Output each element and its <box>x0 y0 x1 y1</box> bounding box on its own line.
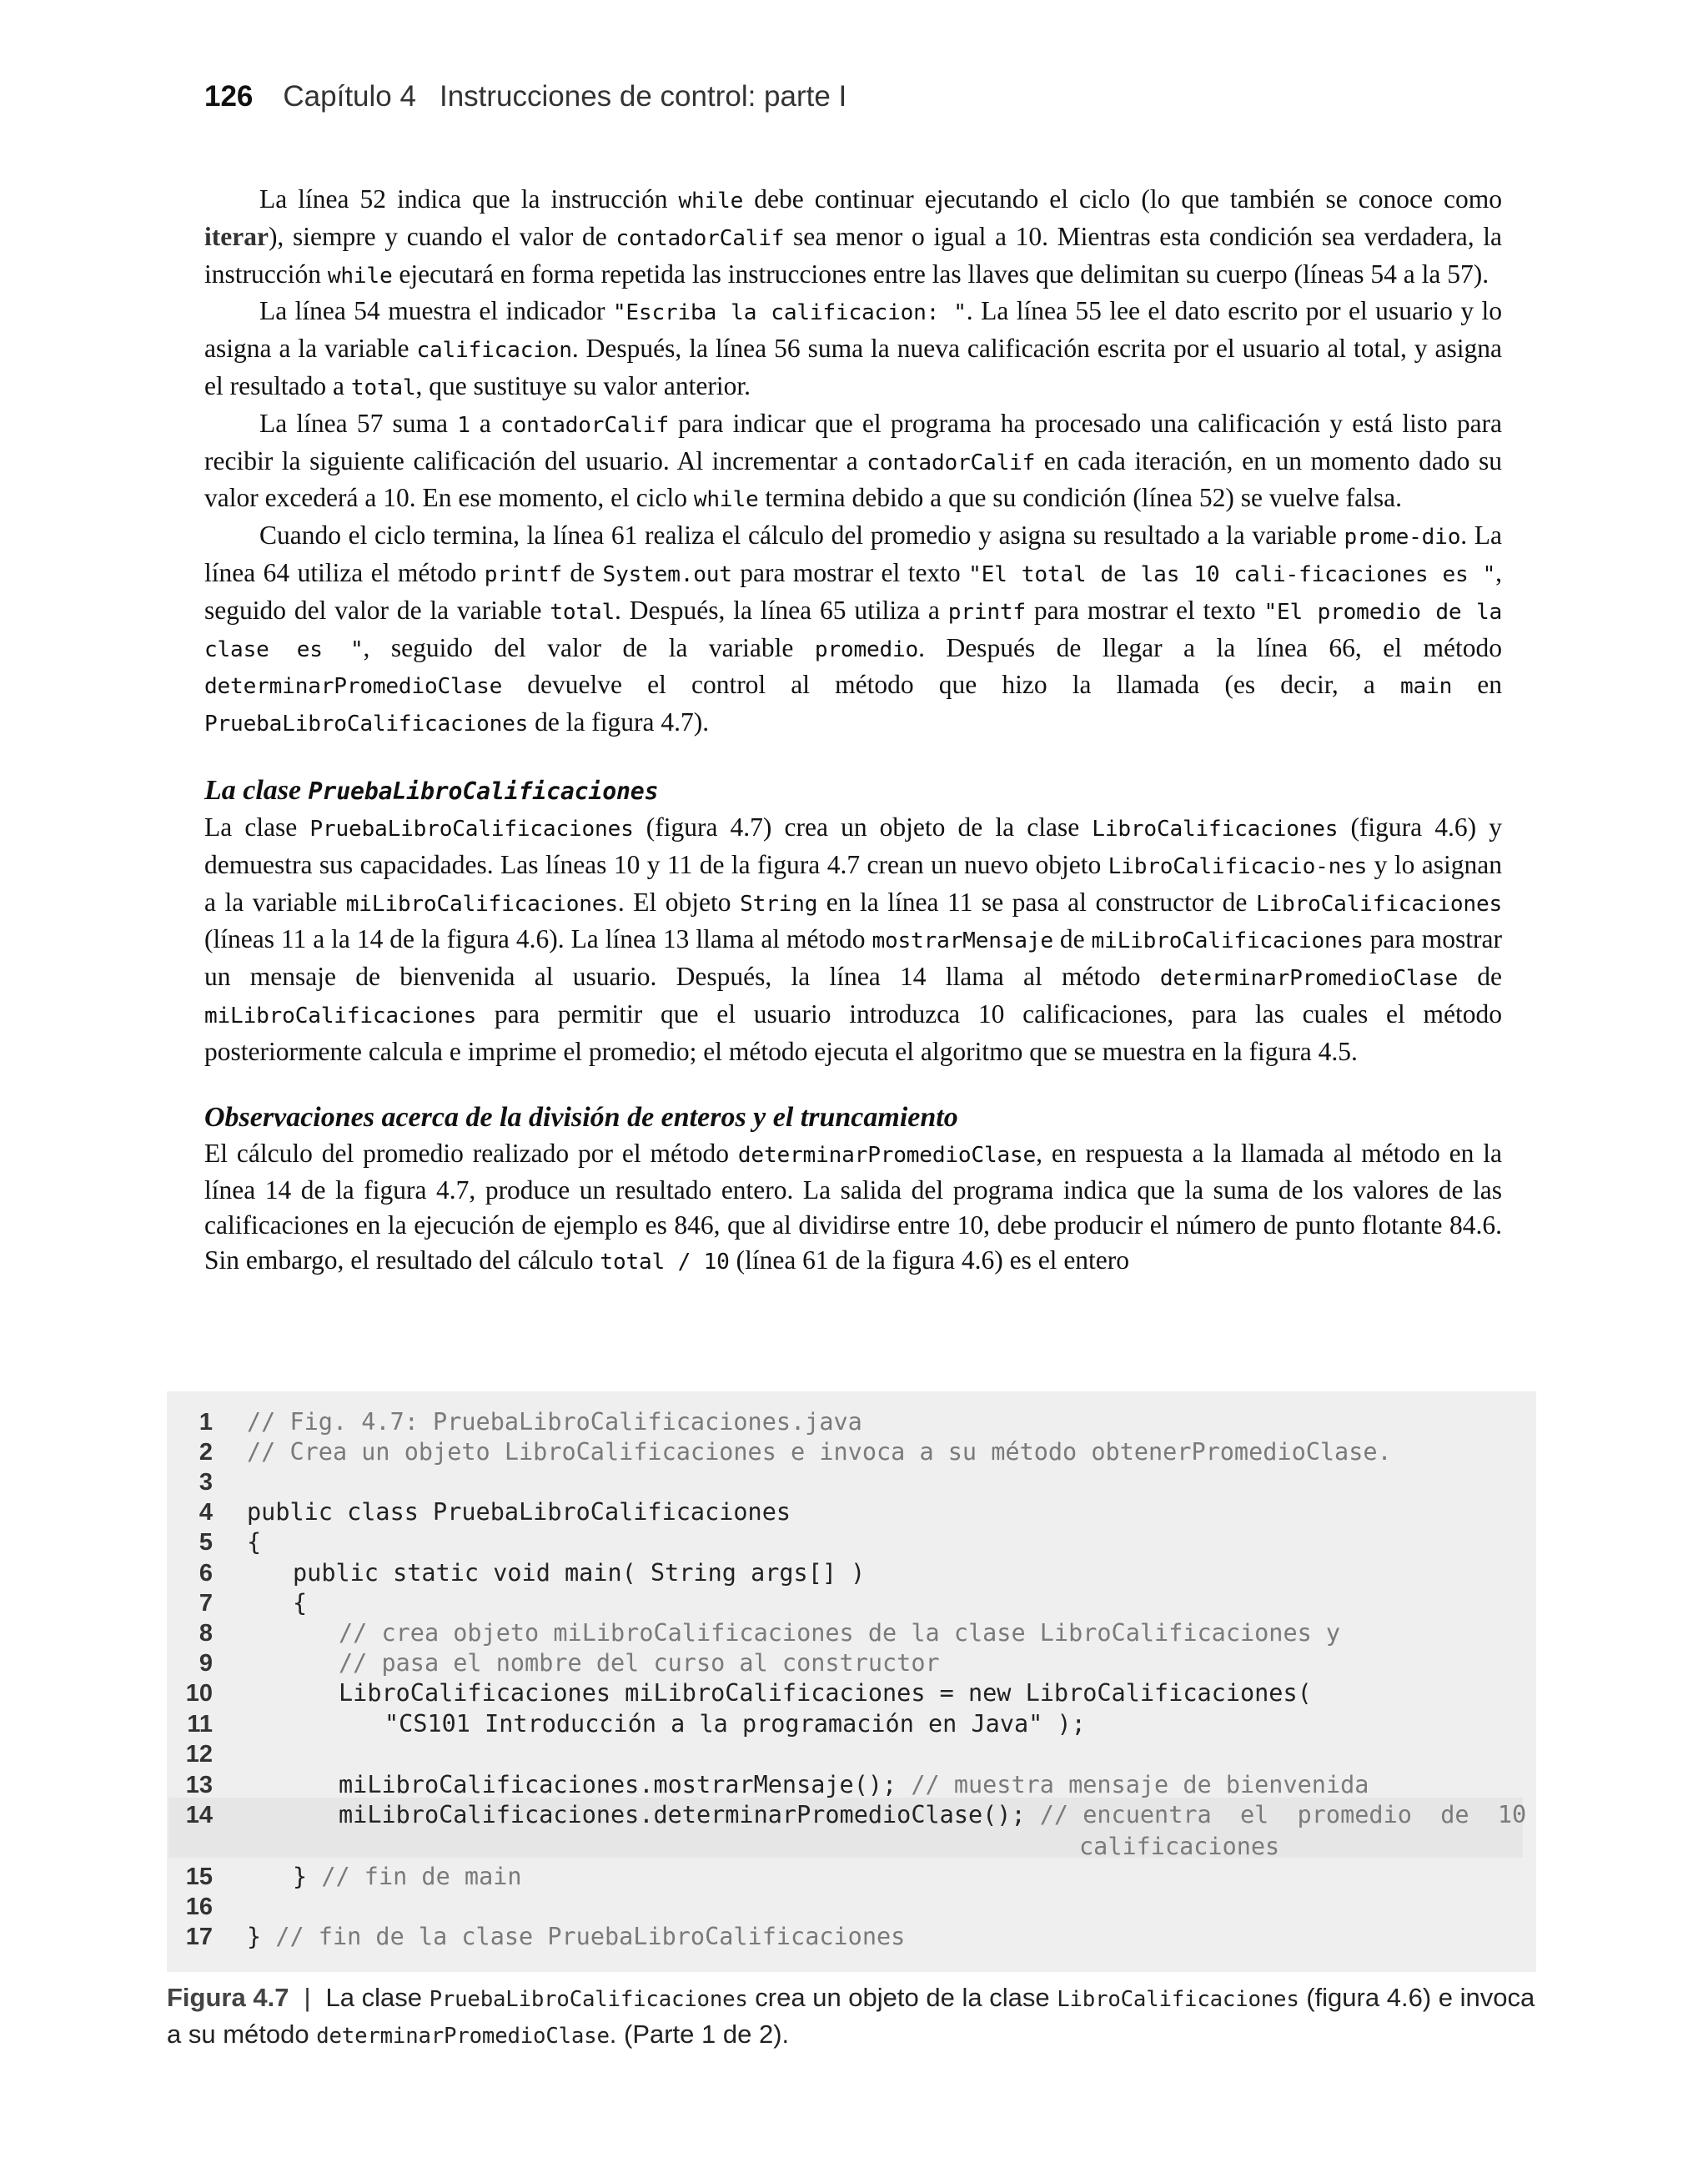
inline-code: LibroCalificaciones <box>1092 816 1339 842</box>
code-line <box>167 1709 1536 1739</box>
key-term: iterar <box>204 221 269 251</box>
inline-code: LibroCalificacio-nes <box>1108 853 1368 879</box>
code-source <box>339 1800 1526 1830</box>
text-run: , que sustituye su valor anterior. <box>415 370 751 400</box>
code-source <box>247 1527 261 1557</box>
code-line <box>167 1892 1536 1922</box>
code-comment: // crea objeto miLibroCalificaciones de la clase LibroCalificaciones y <box>339 1619 1341 1647</box>
inline-code: while <box>678 189 744 214</box>
code-line <box>167 1678 1536 1708</box>
paragraph <box>204 810 1502 1069</box>
line-number: 5 <box>198 1529 213 1556</box>
paragraph <box>204 1136 1502 1280</box>
paragraph <box>204 518 1502 742</box>
code-text: } <box>293 1863 322 1890</box>
code-source <box>339 1618 1340 1648</box>
code-source <box>247 1497 791 1527</box>
code-source <box>339 1678 1312 1708</box>
paragraph <box>204 294 1502 405</box>
text-run: Observaciones acerca de la división de enteros y el truncamiento <box>204 1101 958 1133</box>
text-run: El cálculo del promedio realizado por el método <box>204 1138 738 1168</box>
inline-code: PruebaLibroCalificaciones <box>429 1987 748 2012</box>
inline-code: printf <box>484 561 562 587</box>
caption-text <box>167 1983 1535 2049</box>
running-head <box>204 80 846 113</box>
inline-code: determinarPromedioClase <box>316 2024 610 2049</box>
inline-code: while <box>327 263 393 289</box>
text-run: La línea 52 indica que la instrucción <box>259 184 679 214</box>
text-run: y lo asignan a la variable <box>204 849 1502 917</box>
text-run: La clase <box>325 1983 430 2012</box>
inline-code: promedio <box>814 636 919 662</box>
code-source <box>384 1709 1086 1739</box>
inline-code: prome-dio <box>1344 525 1461 551</box>
code-line <box>167 1527 1536 1557</box>
code-text: LibroCalificaciones miLibroCalificaciones = new LibroCalificaciones( <box>339 1679 1312 1707</box>
text-run: en cada iteración, en un momento dado su valor excederá a 10. En ese momento, el ciclo <box>204 445 1502 513</box>
inline-code: "El promedio de la clase es " <box>204 599 1502 662</box>
line-number: 9 <box>198 1650 213 1677</box>
body-text <box>204 182 1502 1280</box>
text-run: . El objeto <box>617 887 741 917</box>
code-source <box>339 1770 1369 1800</box>
text-run: La línea 57 suma <box>259 408 458 438</box>
inline-code: total <box>550 599 615 625</box>
code-line <box>167 1739 1536 1769</box>
code-source <box>247 1437 1392 1467</box>
code-text: { <box>247 1528 262 1556</box>
inline-code: String <box>740 891 818 917</box>
chapter-label: Capítulo 4 <box>283 80 416 113</box>
inline-code: "Escriba la calificacion: " <box>612 300 967 326</box>
line-number: 11 <box>187 1711 213 1738</box>
text-run: de <box>1052 924 1092 954</box>
figure-label: Figura 4.7 <box>167 1983 289 2012</box>
text-run: ejecutará en forma repetida las instrucciones entre las llaves que delimitan su cuerpo (líneas 54 a la 57). <box>392 259 1489 289</box>
text-run: (figura 4.7) crea un objeto de la clase <box>633 812 1093 842</box>
figure-caption <box>167 1980 1536 2054</box>
text-run: para permitir que el usuario introduzca 10 calificaciones, para las cuales el método posteriormente calcula e imprime el promedio; el método ejecuta el algoritmo que se muestra en la figura 4.5. <box>204 998 1502 1066</box>
text-run: . La línea 55 lee el dato escrito por el usuario y lo asigna a la variable <box>204 296 1503 364</box>
code-line <box>167 1618 1536 1648</box>
line-number: 4 <box>198 1499 213 1526</box>
text-run: . Después, la línea 65 utiliza a <box>615 595 948 625</box>
code-line <box>167 1800 1536 1830</box>
code-line <box>167 1437 1536 1467</box>
code-source <box>339 1648 940 1678</box>
inline-code: determinarPromedioClase <box>1159 966 1458 992</box>
inline-code: while <box>693 487 759 513</box>
inline-code: PruebaLibroCalificaciones <box>308 777 659 805</box>
text-run: de la figura 4.7). <box>528 707 710 737</box>
code-source <box>247 1407 862 1437</box>
code-line <box>167 1862 1536 1892</box>
text-run: para mostrar el texto <box>1025 595 1264 625</box>
text-run: La clase <box>204 774 309 806</box>
code-line <box>167 1558 1536 1588</box>
inline-code: System.out <box>602 561 732 587</box>
text-run: para mostrar el texto <box>731 557 969 587</box>
code-text: miLibroCalificaciones.determinarPromedioClase(); <box>339 1801 1040 1828</box>
text-run: La línea 54 muestra el indicador <box>259 296 613 326</box>
inline-code: miLibroCalificaciones <box>204 1003 477 1029</box>
text-run: debe continuar ejecutando el ciclo (lo que también se conoce como <box>743 184 1502 214</box>
code-source <box>293 1558 865 1588</box>
text-run: . La línea 64 utiliza el método <box>204 521 1502 587</box>
code-line <box>167 1407 1536 1437</box>
code-line <box>167 1467 1536 1497</box>
line-number: 7 <box>198 1590 213 1617</box>
code-line <box>167 1922 1536 1952</box>
text-run: , en respuesta a la llamada al método en la línea 14 de la figura 4.7, produce un resultado entero. La salida del programa indica que la suma de los valores de las calificaciones en la ejecución de ejemplo es 846, que al dividirse entre 10, debe producir el número de punto flotante 84.6. Sin embargo, el resultado del cálculo <box>204 1138 1502 1275</box>
code-line-14-continuation: calificaciones <box>1079 1833 1280 1860</box>
inline-code: 1 <box>457 412 470 438</box>
line-number: 6 <box>198 1560 213 1587</box>
text-run: . Después de llegar a la línea 66, el método <box>918 632 1502 662</box>
caption-separator: | <box>304 1983 311 2012</box>
text-run: en <box>1452 670 1503 700</box>
inline-code: main <box>1400 674 1453 700</box>
text-run: devuelve el control al método que hizo la llamada (es decir, a <box>502 670 1401 700</box>
paragraph <box>204 406 1502 518</box>
code-line <box>167 1497 1536 1527</box>
text-run: a <box>470 408 501 438</box>
line-number: 13 <box>185 1772 213 1798</box>
section-heading <box>204 1099 1502 1136</box>
chapter-title: Instrucciones de control: parte I <box>439 80 847 113</box>
line-number: 12 <box>185 1741 213 1768</box>
text-run: en la línea 11 se pasa al constructor de <box>817 887 1256 917</box>
inline-code: contadorCalif <box>867 450 1036 475</box>
code-comment: // Crea un objeto LibroCalificaciones e invoca a su método obtenerPromedioClase. <box>247 1438 1392 1466</box>
section-heading <box>204 772 1502 810</box>
text-run: de <box>561 557 603 587</box>
text-run: (figura 4.6) e invoca a su método <box>167 1983 1535 2049</box>
inline-code: "El total de las 10 cali-ficaciones es " <box>968 561 1496 587</box>
code-line <box>167 1588 1536 1618</box>
inline-code: contadorCalif <box>615 225 785 251</box>
inline-code: PruebaLibroCalificaciones <box>309 816 634 842</box>
text-run: sea menor o igual a 10. Mientras esta condición sea verdadera, la instrucción <box>204 221 1502 289</box>
inline-code: determinarPromedioClase <box>737 1142 1037 1168</box>
paragraph <box>204 182 1502 294</box>
inline-code: total / 10 <box>600 1249 730 1275</box>
line-number: 3 <box>198 1469 213 1496</box>
code-text: public static void main( String args[] ) <box>293 1559 866 1587</box>
inline-code: calificacion <box>416 338 572 364</box>
code-source <box>293 1588 307 1618</box>
code-comment: // Fig. 4.7: PruebaLibroCalificaciones.java <box>247 1408 862 1436</box>
line-number: 2 <box>198 1439 213 1466</box>
inline-code: LibroCalificaciones <box>1255 891 1502 917</box>
inline-code: miLibroCalificaciones <box>1091 928 1364 954</box>
inline-code: contadorCalif <box>500 412 669 438</box>
text-run: de <box>1457 962 1502 992</box>
text-run: , seguido del valor de la variable <box>363 632 815 662</box>
text-run: La clase <box>204 812 310 842</box>
line-number: 1 <box>198 1409 213 1436</box>
text-run: , seguido del valor de la variable <box>204 557 1502 625</box>
code-text: } <box>247 1923 276 1950</box>
inline-code: printf <box>947 599 1026 625</box>
line-number: 14 <box>185 1802 213 1828</box>
code-text: { <box>293 1589 308 1617</box>
text-run: Cuando el ciclo termina, la línea 61 realiza el cálculo del promedio y asigna su resultado a la variable <box>259 521 1344 551</box>
page-number: 126 <box>204 80 254 113</box>
line-number: 10 <box>185 1680 213 1707</box>
inline-code: PruebaLibroCalificaciones <box>204 712 529 737</box>
code-text: miLibroCalificaciones.mostrarMensaje(); <box>339 1771 912 1798</box>
text-run: ), siempre y cuando el valor de <box>268 221 616 251</box>
inline-code: mostrarMensaje <box>872 928 1053 954</box>
inline-code: LibroCalificaciones <box>1057 1987 1299 2012</box>
line-number: 17 <box>185 1924 213 1950</box>
code-text: "CS101 Introducción a la programación en Java" ); <box>384 1710 1086 1738</box>
text-run: (línea 61 de la figura 4.6) es el entero <box>729 1245 1130 1275</box>
text-run: . (Parte 1 de 2). <box>609 2020 790 2049</box>
text-run: (líneas 11 a la 14 de la figura 4.6). La línea 13 llama al método <box>204 924 872 954</box>
text-run: . Después, la línea 56 suma la nueva calificación escrita por el usuario al total, y asigna el resultado a <box>204 334 1502 400</box>
text-run: crea un objeto de la clase <box>747 1983 1057 2012</box>
code-source <box>293 1862 522 1892</box>
line-number: 8 <box>198 1620 213 1647</box>
code-comment: // encuentra el promedio de 10 <box>1039 1801 1527 1828</box>
inline-code: total <box>350 375 416 400</box>
text-run: (figura 4.6) y demuestra sus capacidades. Las líneas 10 y 11 de la figura 4.7 crean un nuevo objeto <box>204 812 1502 879</box>
line-number: 15 <box>185 1864 213 1890</box>
code-line <box>167 1648 1536 1678</box>
line-number: 16 <box>185 1894 213 1920</box>
code-comment: // fin de main <box>321 1863 522 1890</box>
code-line <box>167 1770 1536 1800</box>
code-source <box>247 1922 905 1952</box>
text-run: para indicar que el programa ha procesado una calificación y está listo para recibir la siguiente calificación del usuario. Al incrementar a <box>204 408 1503 475</box>
code-text: public class PruebaLibroCalificaciones <box>247 1498 791 1526</box>
text-run: para mostrar un mensaje de bienvenida al usuario. Después, la línea 14 llama al método <box>204 924 1502 992</box>
inline-code: determinarPromedioClase <box>204 674 503 700</box>
code-comment: // muestra mensaje de bienvenida <box>911 1771 1369 1798</box>
code-comment: // fin de la clase PruebaLibroCalificaciones <box>275 1923 906 1950</box>
inline-code: miLibroCalificaciones <box>345 891 618 917</box>
code-comment: // pasa el nombre del curso al constructor <box>339 1649 940 1677</box>
text-run: termina debido a que su condición (línea 52) se vuelve falsa. <box>758 483 1403 513</box>
